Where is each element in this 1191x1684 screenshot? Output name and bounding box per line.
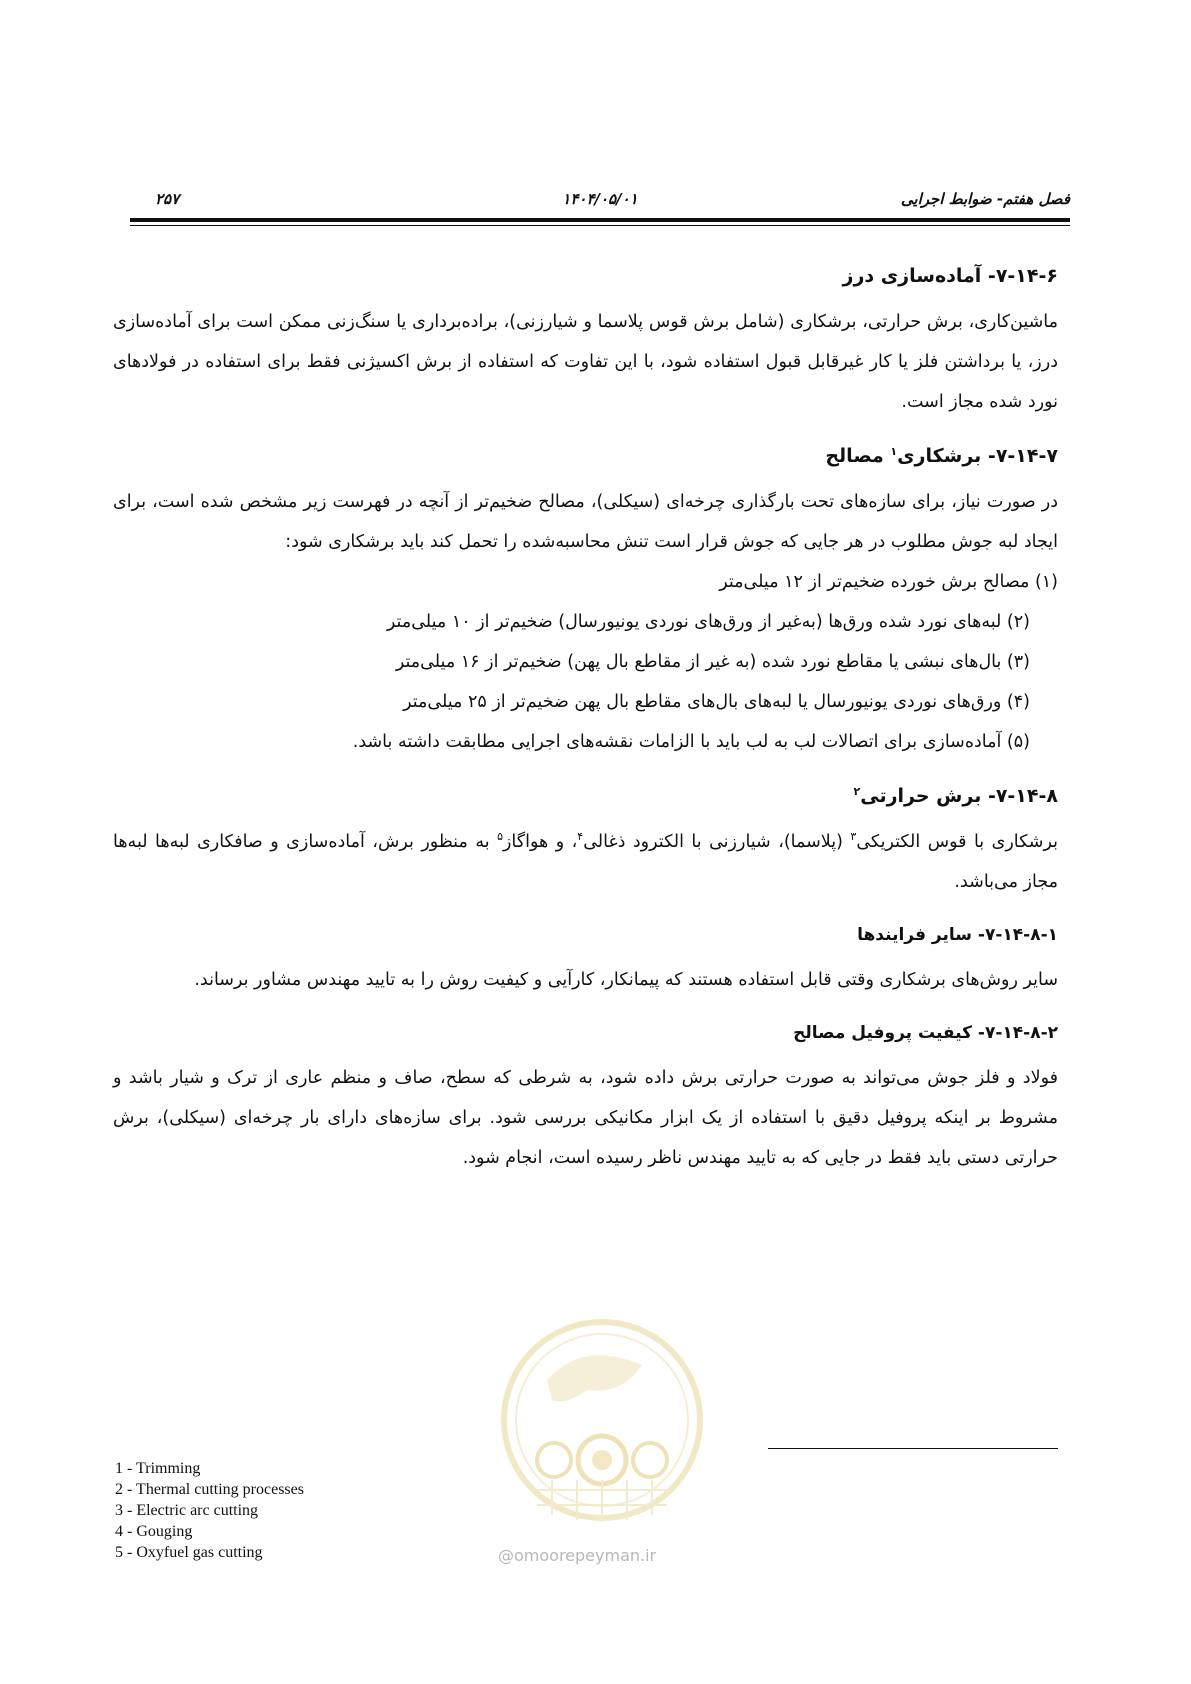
footnote-ref-5: ۵ [497,830,503,843]
section-7-body: در صورت نیاز، برای سازه‌های تحت بارگذاری چرخه‌ای (سیکلی)، مصالح ضخیم‌تر از آنچه در فهرست زیر مشخص شده است، برای ایجاد لبه جوش مطلوب در هر جایی که جوش قرار است تنش محاسبه‌شده را تحمل کند باید برشکاری شود: [113,492,1058,552]
footnotes [115,1458,304,1563]
header-rule-thin [130,225,1070,226]
main-content [113,258,1058,1178]
section-8-2-heading: ۷-۱۴-۸-۲- کیفیت پروفیل مصالح [793,1023,1058,1043]
page-header [130,190,1070,214]
footnote: 1 - Trimming [115,1460,201,1477]
header-rule-thick [130,218,1070,222]
list-item: (۵) آماده‌سازی برای اتصالات لب به لب باید با الزامات نقشه‌های اجرایی مطابقت داشته باشد. [352,732,1030,752]
list-item: (۲) لبه‌های نورد شده ورق‌ها (به‌غیر از ورق‌های نوردی یونیورسال) ضخیم‌تر از ۱۰ میلی‌متر [386,612,1030,632]
chapter-title: فصل هفتم- ضوابط اجرایی [900,190,1070,208]
section-8-body: برشکاری با قوس الکتریکی$^۳$ (پلاسما)، شیارزنی با الکترود ذغالی$^۴$، و هواگاز$^۵$ به منظور برش، آماده‌سازی و صافکاری لبه‌ها لبه‌ها مجاز می‌باشد. [113,830,1058,892]
page-number: ۲۵۷ [155,190,180,208]
list-item: (۴) ورق‌های نوردی یونیورسال یا لبه‌های بال‌های مقاطع بال پهن ضخیم‌تر از ۲۵ میلی‌متر [403,692,1030,712]
list-item: (۳) بال‌های نبشی یا مقاطع نورد شده (به غیر از مقاطع بال پهن) ضخیم‌تر از ۱۶ میلی‌متر [395,652,1030,672]
header-date: ۱۴۰۴/۰۵/۰۱ [562,190,638,208]
section-6-body: ماشین‌کاری، برش حرارتی، برشکاری (شامل برش قوس پلاسما و شیارزنی)، براده‌برداری یا سنگ‌زنی ممکن است برای آماده‌سازی درز، یا برداشتن فلز یا کار غیرقابل قبول استفاده شود، با این تفاوت که استفاده از برش اکسیژنی فقط برای استفاده در فولادهای نورد شده مجاز است. [113,312,1058,412]
section-8-1-heading: ۷-۱۴-۸-۱- سایر فرایندها [857,925,1058,945]
footnote-ref-2: ۲ [853,785,861,798]
watermark-text: @omoorepeyman.ir [498,1546,657,1565]
section-8-heading: ۷-۱۴-۸- برش حرارتی$^۲$ [853,785,1058,807]
footnote: 5 - Oxyfuel gas cutting [115,1544,263,1561]
footnote-ref-4: ۴ [577,830,584,843]
footnote: 2 - Thermal cutting processes [115,1481,304,1498]
section-7-list [113,562,1058,762]
list-item: (۱) مصالح برش خورده ضخیم‌تر از ۱۲ میلی‌متر [719,572,1058,592]
footnote-ref-1: ۱ [890,445,898,458]
footnote-ref-3: ۳ [850,830,857,843]
section-8-2-body: فولاد و فلز جوش می‌تواند به صورت حرارتی برش داده شود، به شرطی که سطح، صاف و منظم عاری از ترک و شیار باشد و مشروط بر اینکه پروفیل دقیق با استفاده از یک ابزار مکانیکی بررسی شود. برای سازه‌های دارای بار چرخه‌ای (سیکلی)، برش حرارتی دستی باید فقط در جایی که به تایید مهندس ناظر رسیده است، انجام شود. [113,1068,1058,1168]
footnote: 3 - Electric arc cutting [115,1502,259,1519]
footnote-rule [768,1448,1058,1449]
section-6-heading: ۷-۱۴-۶- آماده‌سازی درز [842,265,1058,287]
footnote: 4 - Gouging [115,1523,193,1540]
section-7-heading: ۷-۱۴-۷- برشکاری$^۱$ مصالح [825,445,1058,467]
watermark-logo [492,1310,712,1540]
section-8-1-body: سایر روش‌های برشکاری وقتی قابل استفاده هستند که پیمانکار، کارآیی و کیفیت روش را به تایید مهندس مشاور برساند. [194,970,1058,990]
